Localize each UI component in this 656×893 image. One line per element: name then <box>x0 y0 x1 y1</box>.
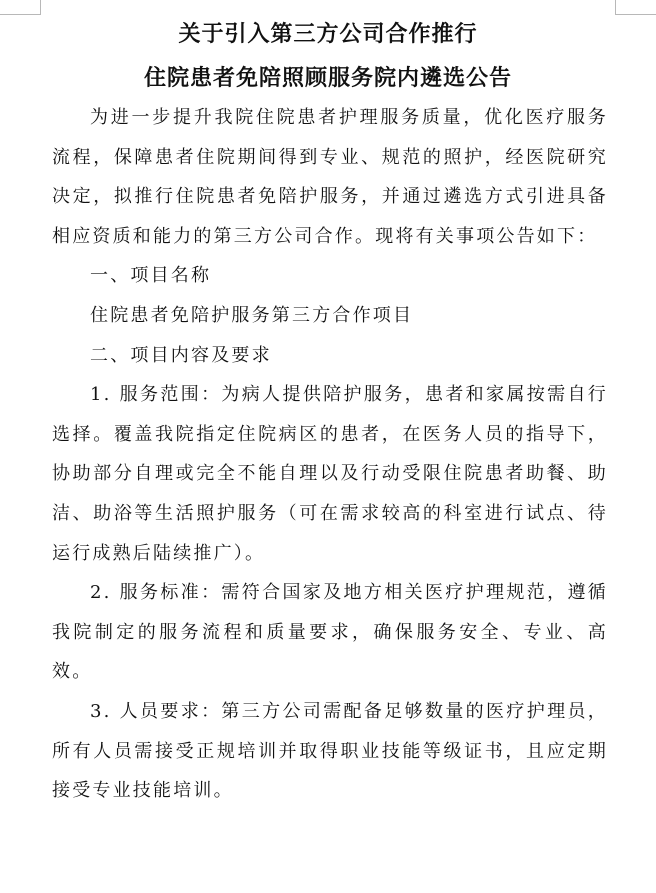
service-scope-paragraph: 1. 服务范围：为病人提供陪护服务，患者和家属按需自行选择。覆盖我院指定住院病区的患者，在医务人员的指导下，协助部分自理或完全不能自理以及行动受限住院患者助餐、助洁、助浴等生活照护服务（可在需求较高的科室进行试点、待运行成熟后陆续推广）。 <box>52 384 608 564</box>
page-corner-mark-right <box>615 0 656 15</box>
intro-paragraph: 为进一步提升我院住院患者护理服务质量，优化医疗服务流程，保障患者住院期间得到专业、规范的照护，经医院研究决定，拟推行住院患者免陪护服务，并通过遴选方式引进具备相应资质和能力的第三方公司合作。现将有关事项公告如下： <box>52 107 608 247</box>
project-name-text: 住院患者免陪护服务第三方合作项目 <box>90 304 414 326</box>
document-body <box>52 98 608 811</box>
document-title-line-1: 关于引入第三方公司合作推行 <box>178 22 478 47</box>
document-title-line-2: 住院患者免陪照顾服务院内遴选公告 <box>143 66 512 91</box>
section-heading-project-content: 二、项目内容及要求 <box>90 344 272 366</box>
service-standard-paragraph: 2. 服务标准：需符合国家及地方相关医疗护理规范，遵循我院制定的服务流程和质量要求，确保服务安全、专业、高效。 <box>52 582 608 683</box>
section-heading-project-name: 一、项目名称 <box>90 265 212 287</box>
page-corner-mark-left <box>0 0 41 15</box>
staff-requirement-paragraph: 3. 人员要求：第三方公司需配备足够数量的医疗护理员，所有人员需接受正规培训并取得职业技能等级证书，且应定期接受专业技能培训。 <box>52 700 608 802</box>
